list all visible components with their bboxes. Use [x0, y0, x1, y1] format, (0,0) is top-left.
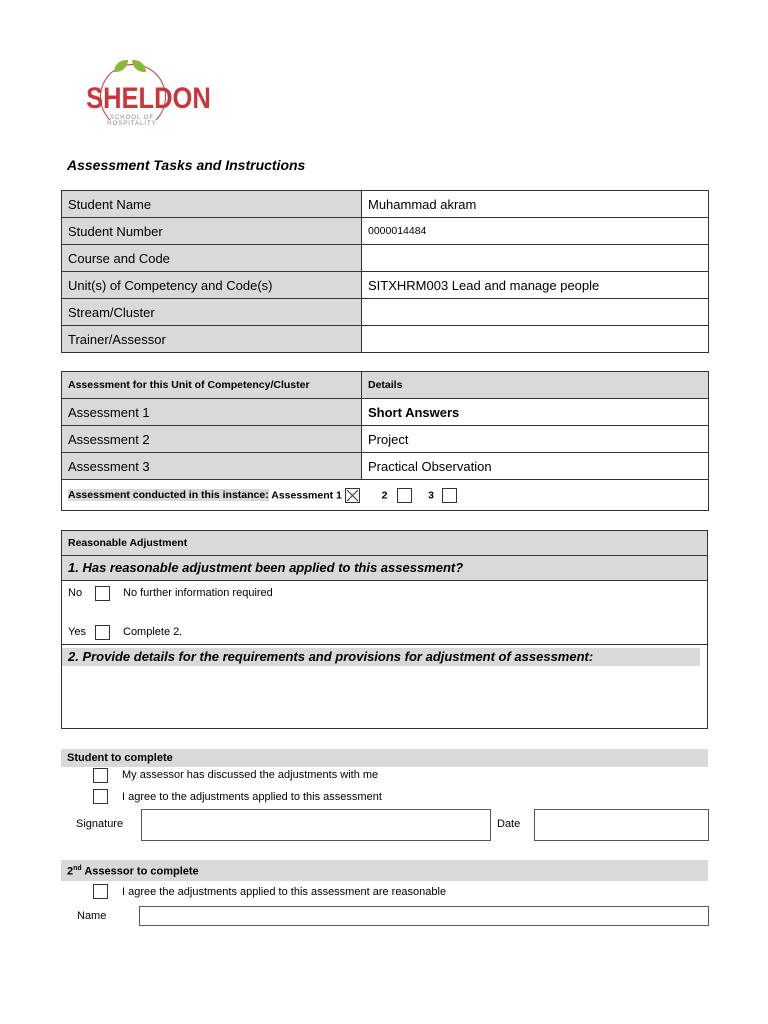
signature-label: Signature [76, 818, 124, 830]
discussed-checkbox[interactable] [93, 768, 108, 783]
table-row [62, 245, 709, 272]
student-complete-title: Student to complete [61, 749, 708, 767]
field-label: Stream/Cluster [62, 299, 362, 326]
stream-cluster-field[interactable] [362, 299, 709, 326]
table-row [62, 272, 709, 299]
field-label: Unit(s) of Competency and Code(s) [62, 272, 362, 299]
assessment-value: Practical Observation [362, 453, 709, 480]
table-row [62, 299, 709, 326]
signature-field[interactable] [141, 809, 491, 841]
assessment-label: Assessment 3 [62, 453, 362, 480]
assessment-3-checkbox[interactable] [442, 488, 457, 503]
student-name-field[interactable]: Muhammad akram [362, 191, 709, 218]
table-row [62, 453, 709, 480]
course-code-field[interactable] [362, 245, 709, 272]
no-label: No [68, 587, 83, 599]
assessment-table [61, 371, 709, 511]
field-label: Trainer/Assessor [62, 326, 362, 353]
name-field[interactable] [139, 906, 709, 926]
table-header-row [62, 372, 709, 399]
column-header: Details [362, 372, 709, 399]
reasonable-adjustment-section [61, 530, 708, 729]
assessment-label: Assessment 1 [62, 399, 362, 426]
unit-competency-field[interactable]: SITXHRM003 Lead and manage people [362, 272, 709, 299]
table-row [62, 426, 709, 453]
date-field[interactable] [534, 809, 709, 841]
assessment-value: Project [362, 426, 709, 453]
agree-checkbox[interactable] [93, 789, 108, 804]
divider [62, 644, 707, 645]
option-label: 2 [381, 488, 388, 501]
date-label: Date [497, 818, 521, 830]
field-label: Student Number [62, 218, 362, 245]
question-1: 1. Has reasonable adjustment been applied to this assessment? [62, 556, 707, 581]
table-row [62, 218, 709, 245]
field-label: Course and Code [62, 245, 362, 272]
column-header: Assessment for this Unit of Competency/Cluster [62, 372, 362, 399]
page-heading: Assessment Tasks and Instructions [67, 157, 306, 173]
assessment-2-checkbox[interactable] [397, 488, 412, 503]
question-2: 2. Provide details for the requirements and provisions for adjustment of assessment: [62, 648, 700, 666]
section-title: Reasonable Adjustment [62, 531, 707, 556]
field-label: Student Name [62, 191, 362, 218]
student-details-table [61, 190, 709, 353]
yes-checkbox[interactable] [95, 625, 110, 640]
second-assessor-agree-checkbox[interactable] [93, 884, 108, 899]
discussed-text: My assessor has discussed the adjustments with me [122, 769, 379, 781]
sheldon-logo [78, 60, 211, 130]
option-label: Assessment 1 [271, 488, 342, 501]
name-label: Name [77, 910, 107, 922]
assessment-1-checkbox[interactable] [345, 488, 360, 503]
table-row [62, 191, 709, 218]
yes-text: Complete 2. [123, 626, 183, 638]
logo-tagline: SCHOOL OF HOSPITALITY [107, 115, 157, 127]
assessment-value: Short Answers [362, 399, 709, 426]
yes-label: Yes [68, 626, 86, 638]
option-label: 3 [428, 488, 435, 501]
table-row [62, 480, 709, 511]
no-text: No further information required [123, 587, 273, 599]
assessment-label: Assessment 2 [62, 426, 362, 453]
agree-text: I agree to the adjustments applied to this assessment [122, 791, 382, 803]
table-row [62, 399, 709, 426]
assessment-conducted-row [62, 480, 709, 511]
logo-name: SHELDON [86, 82, 211, 115]
table-row [62, 326, 709, 353]
second-assessor-title: 2nd Assessor to complete [61, 860, 708, 881]
trainer-assessor-field[interactable] [362, 326, 709, 353]
checked-x-icon [346, 489, 359, 502]
second-assessor-agree-text: I agree the adjustments applied to this assessment are reasonable [122, 886, 447, 898]
conducted-label: Assessment conducted in this instance: [68, 488, 269, 501]
student-number-field[interactable]: 0000014484 [362, 218, 709, 245]
adjustment-details-field[interactable] [68, 671, 700, 723]
no-checkbox[interactable] [95, 586, 110, 601]
